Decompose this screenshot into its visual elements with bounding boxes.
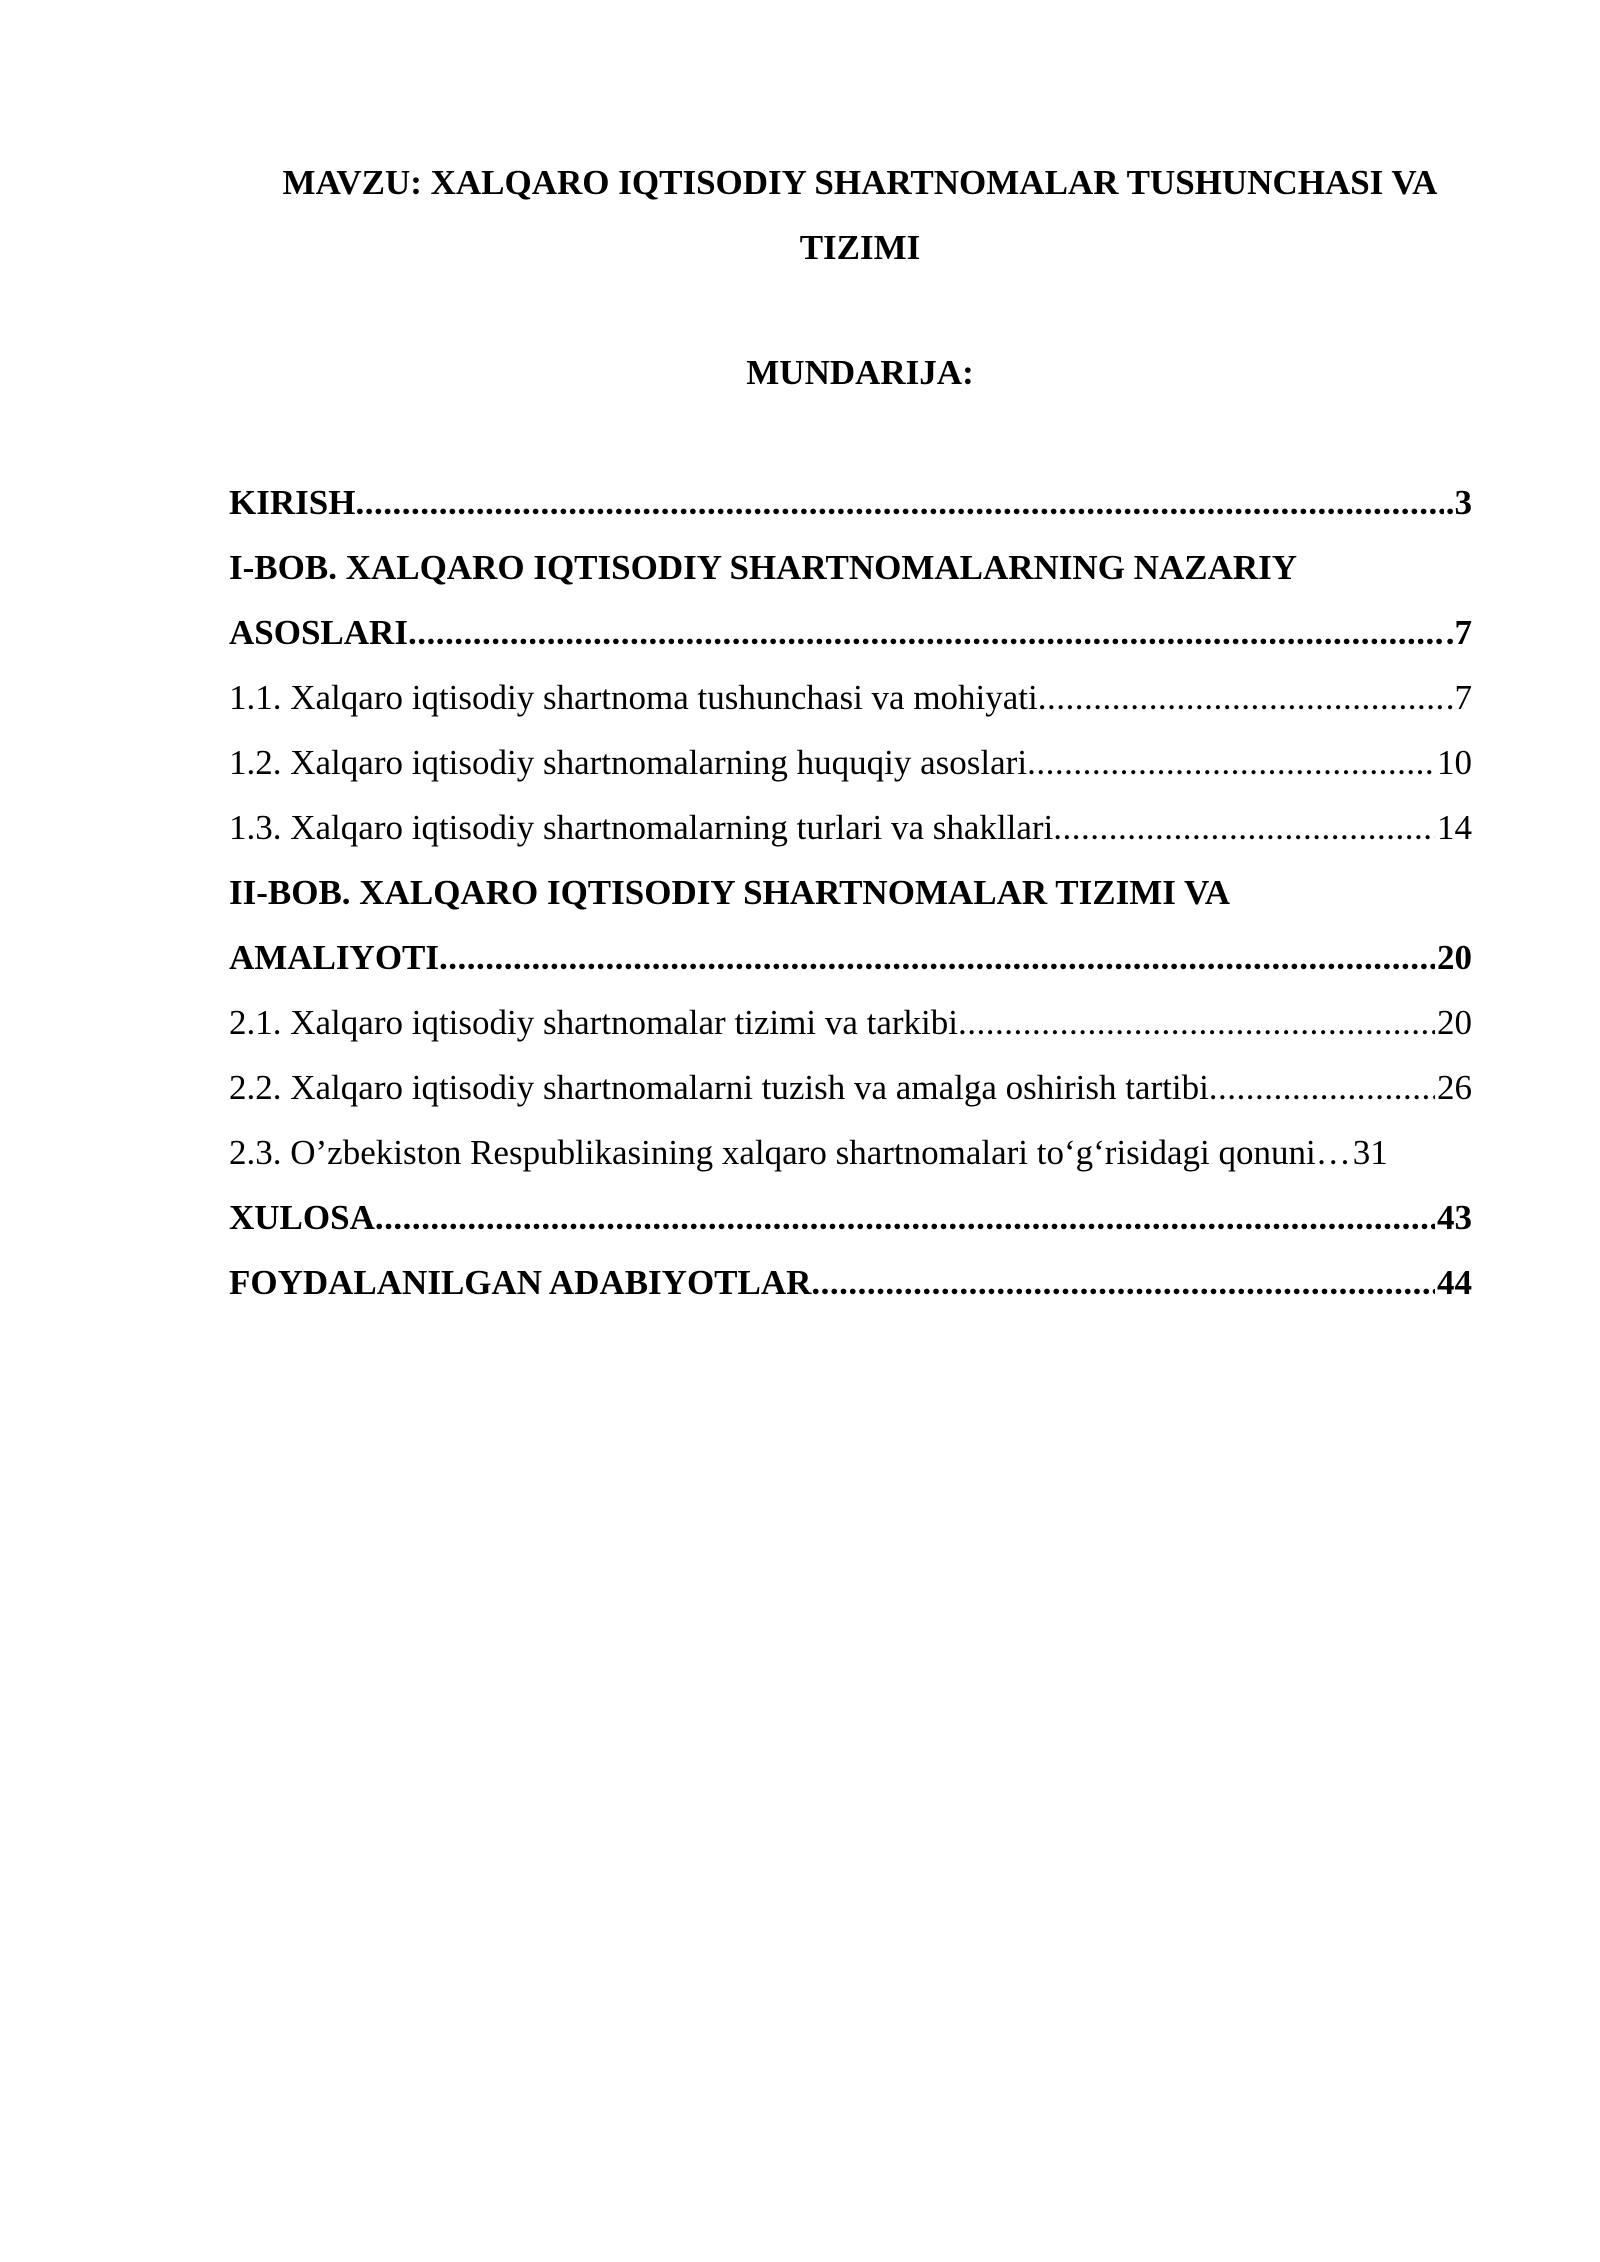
- toc-entry-page: 10: [1437, 743, 1472, 782]
- toc-entry-section-2-3: [229, 1120, 1472, 1185]
- toc-entry-title: 1.2. Xalqaro iqtisodiy shartnomalarning huquqiy asoslari: [229, 743, 1028, 782]
- toc-entry-title: 2.3. O’zbekiston Respublikasining xalqaro shartnomalari to‘g‘risidagi qonuni…: [229, 1133, 1351, 1172]
- toc-entry-title: AMALIYOTI: [229, 938, 440, 977]
- toc-entry-section-1-1: [229, 665, 1472, 730]
- toc-entry-line: [229, 1055, 1472, 1120]
- toc-entry-line: [229, 990, 1472, 1055]
- toc-entry-heading-line: II-BOB. XALQARO IQTISODIY SHARTNOMALAR TIZIMI VA: [229, 873, 1231, 912]
- toc-entry-title: ASOSLARI: [229, 613, 408, 652]
- toc-entry-section-2-2: [229, 1055, 1472, 1120]
- toc-entry-line: [229, 600, 1472, 665]
- toc-leader-dots: [355, 470, 1443, 535]
- toc-entry-line: [229, 470, 1472, 535]
- toc-entry-chapter-2: [229, 860, 1472, 990]
- toc-entry-chapter-1: [229, 535, 1472, 665]
- toc-entry-title: 2.2. Xalqaro iqtisodiy shartnomalarni tuzish va amalga oshirish tartibi: [229, 1068, 1209, 1107]
- toc-leader-dots: [375, 1185, 1435, 1250]
- toc-entry-section-1-3: [229, 795, 1472, 860]
- document-title: [200, 150, 1520, 280]
- toc-entry-line: [229, 1185, 1472, 1250]
- toc-leader-dots: [811, 1250, 1435, 1315]
- toc-entry-page: 20: [1437, 938, 1472, 977]
- toc-leader-dots: [1209, 1055, 1435, 1120]
- toc-entry-title: FOYDALANILGAN ADABIYOTLAR: [229, 1263, 812, 1302]
- toc-entry-references: [229, 1250, 1472, 1315]
- toc-leader-dots: [1027, 730, 1435, 795]
- toc-entry-line: [229, 795, 1472, 860]
- toc-leader-dots: [958, 990, 1435, 1055]
- toc-entry-section-2-1: [229, 990, 1472, 1055]
- toc-entry-page: 20: [1437, 1003, 1472, 1042]
- toc-entry-page: .7: [1445, 613, 1472, 652]
- toc-entry-line: [229, 665, 1472, 730]
- toc-entry-line: [229, 1250, 1472, 1315]
- toc-entry-page: 44: [1437, 1263, 1472, 1302]
- toc-entry-kirish: [229, 470, 1472, 535]
- document-title-line-2: TIZIMI: [799, 228, 921, 267]
- toc-entry-page: .3: [1445, 483, 1472, 522]
- table-of-contents: [229, 470, 1472, 1315]
- toc-entry-page: .7: [1445, 678, 1472, 717]
- toc-leader-dots: [439, 925, 1435, 990]
- toc-entry-page: 43: [1437, 1198, 1472, 1237]
- toc-entry-title: XULOSA: [229, 1198, 375, 1237]
- toc-heading: MUNDARIJA:: [746, 353, 974, 392]
- toc-entry-title: 2.1. Xalqaro iqtisodiy shartnomalar tizimi va tarkibi: [229, 1003, 959, 1042]
- toc-entry-title: 1.3. Xalqaro iqtisodiy shartnomalarning turlari va shakllari: [229, 808, 1054, 847]
- toc-entry-line: [229, 1120, 1472, 1185]
- toc-entry-page: 31: [1352, 1133, 1388, 1172]
- toc-entry-heading-line: I-BOB. XALQARO IQTISODIY SHARTNOMALARNING NAZARIY: [229, 548, 1298, 587]
- toc-entry-line: [229, 925, 1472, 990]
- toc-entry-title: 1.1. Xalqaro iqtisodiy shartnoma tushunchasi va mohiyati: [229, 678, 1038, 717]
- toc-entry-xulosa: [229, 1185, 1472, 1250]
- toc-entry-title: KIRISH: [229, 483, 356, 522]
- document-title-line-1: MAVZU: XALQARO IQTISODIY SHARTNOMALAR TUSHUNCHASI VA: [282, 163, 1438, 202]
- toc-entry-page: 14: [1437, 808, 1472, 847]
- toc-entry-line: [229, 730, 1472, 795]
- toc-entry-section-1-2: [229, 730, 1472, 795]
- toc-leader-dots: [1053, 795, 1435, 860]
- toc-leader-dots: [1038, 665, 1444, 730]
- toc-entry-page: 26: [1437, 1068, 1472, 1107]
- toc-leader-dots: [408, 600, 1444, 665]
